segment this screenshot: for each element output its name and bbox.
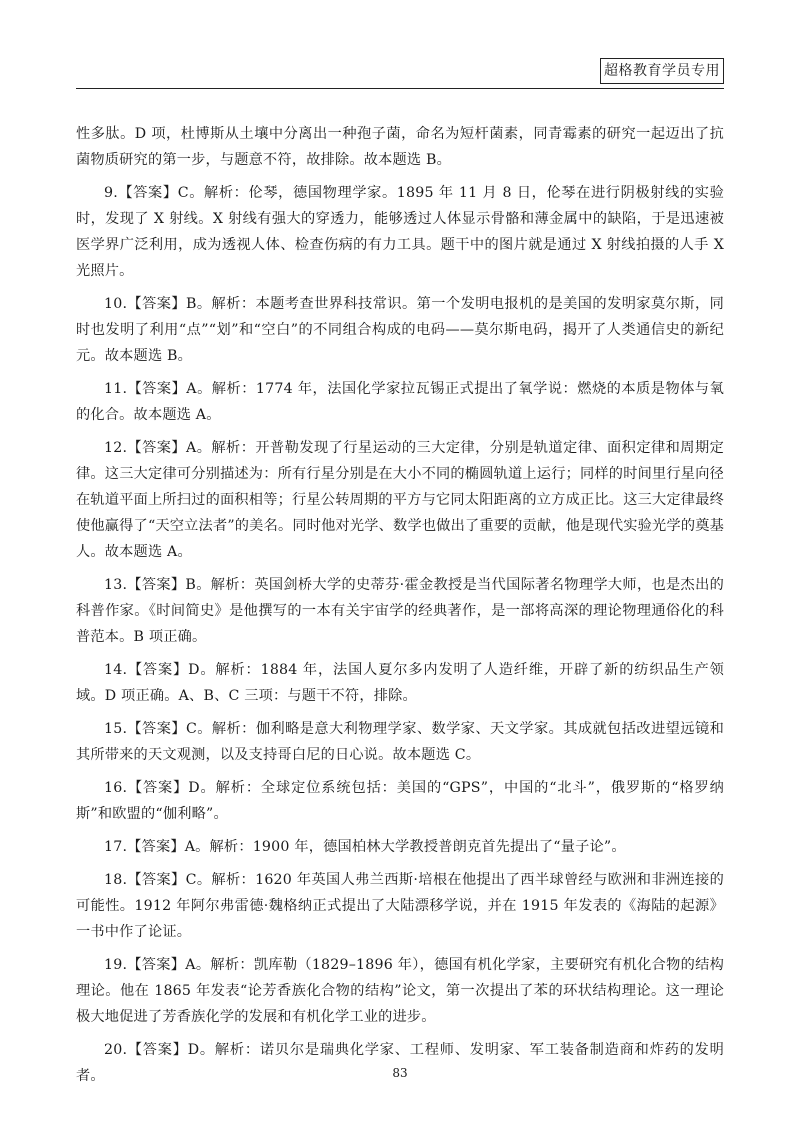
- answer-12: 12.【答案】A。解析：开普勒发现了行星运动的三大定律，分别是轨道定律、面积定律和周期定律。这三大定律可分别描述为：所有行星分别是在大小不同的椭圆轨道上运行；同样的时间里行星向径在轨道平面上所扫过的面积相等；行星公转周期的平方与它同太阳距离的立方成正比。这三大定律最终使他赢得了“天空立法者”的美名。同时他对光学、数学也做出了重要的贡献，他是现代实验光学的奠基人。故本题选 A。: [76, 440, 724, 560]
- answer-20: 20.【答案】D。解析：诺贝尔是瑞典化学家、工程师、发明家、军工装备制造商和炸药的发明者。: [76, 1042, 724, 1084]
- page-number: 83: [392, 1066, 408, 1080]
- paragraph-continuation: 性多肽。D 项，杜博斯从土壤中分离出一种孢子菌，命名为短杆菌素，同青霉素的研究一起迈出了抗菌物质研究的第一步，与题意不符，故排除。故本题选 B。: [76, 126, 724, 168]
- answer-14: 14.【答案】D。解析：1884 年，法国人夏尔多内发明了人造纤维，开辟了新的纺织品生产领域。D 项正确。A、B、C 三项：与题干不符，排除。: [76, 662, 724, 704]
- answer-11: 11.【答案】A。解析：1774 年，法国化学家拉瓦锡正式提出了氧学说：燃烧的本质是物体与氧的化合。故本题选 A。: [76, 381, 724, 423]
- answer-9: 9.【答案】C。解析：伦琴，德国物理学家。1895 年 11 月 8 日，伦琴在进行阴极射线的实验时，发现了 X 射线。X 射线有强大的穿透力，能够透过人体显示骨骼和薄金属中的缺陷，于是迅速被医学界广泛利用，成为透视人体、检查伤病的有力工具。题干中的图片就是通过 X 射线拍摄的人手 X 光照片。: [76, 185, 724, 279]
- document-body: [76, 121, 724, 1096]
- answer-15: 15.【答案】C。解析：伽利略是意大利物理学家、数学家、天文学家。其成就包括改进望远镜和其所带来的天文观测，以及支持哥白尼的日心说。故本题选 C。: [76, 721, 724, 763]
- answer-10: 10.【答案】B。解析：本题考查世界科技常识。第一个发明电报机的是美国的发明家莫尔斯，同时也发明了利用“点”“划”和“空白”的不同组合构成的电码——莫尔斯电码，揭开了人类通信史的新纪元。故本题选 B。: [76, 296, 724, 364]
- answer-18: 18.【答案】C。解析：1620 年英国人弗兰西斯·培根在他提出了西半球曾经与欧洲和非洲连接的可能性。1912 年阿尔弗雷德·魏格纳正式提出了大陆漂移学说，并在 1915 年发表的《海陆的起源》一书中作了论证。: [76, 872, 724, 940]
- answer-19: 19.【答案】A。解析：凯库勒（1829–1896 年），德国有机化学家，主要研究有机化合物的结构理论。他在 1865 年发表“论芳香族化合物的结构”论文，第一次提出了苯的环状结构理论。这一理论极大地促进了芳香族化学的发展和有机化学工业的进步。: [76, 957, 724, 1025]
- answer-17: 17.【答案】A。解析：1900 年，德国柏林大学教授普朗克首先提出了“量子论”。: [104, 839, 626, 855]
- header-label: 超格教育学员专用: [600, 58, 724, 84]
- answer-13: 13.【答案】B。解析：英国剑桥大学的史蒂芬·霍金教授是当代国际著名物理学大师，也是杰出的科普作家。《时间简史》是他撰写的一本有关宇宙学的经典著作，是一部将高深的理论物理通俗化的科普范本。B 项正确。: [76, 577, 724, 645]
- answer-16: 16.【答案】D。解析：全球定位系统包括：美国的“GPS”，中国的“北斗”，俄罗斯的“格罗纳斯”和欧盟的“伽利略”。: [76, 780, 724, 822]
- header-rule: [76, 88, 724, 89]
